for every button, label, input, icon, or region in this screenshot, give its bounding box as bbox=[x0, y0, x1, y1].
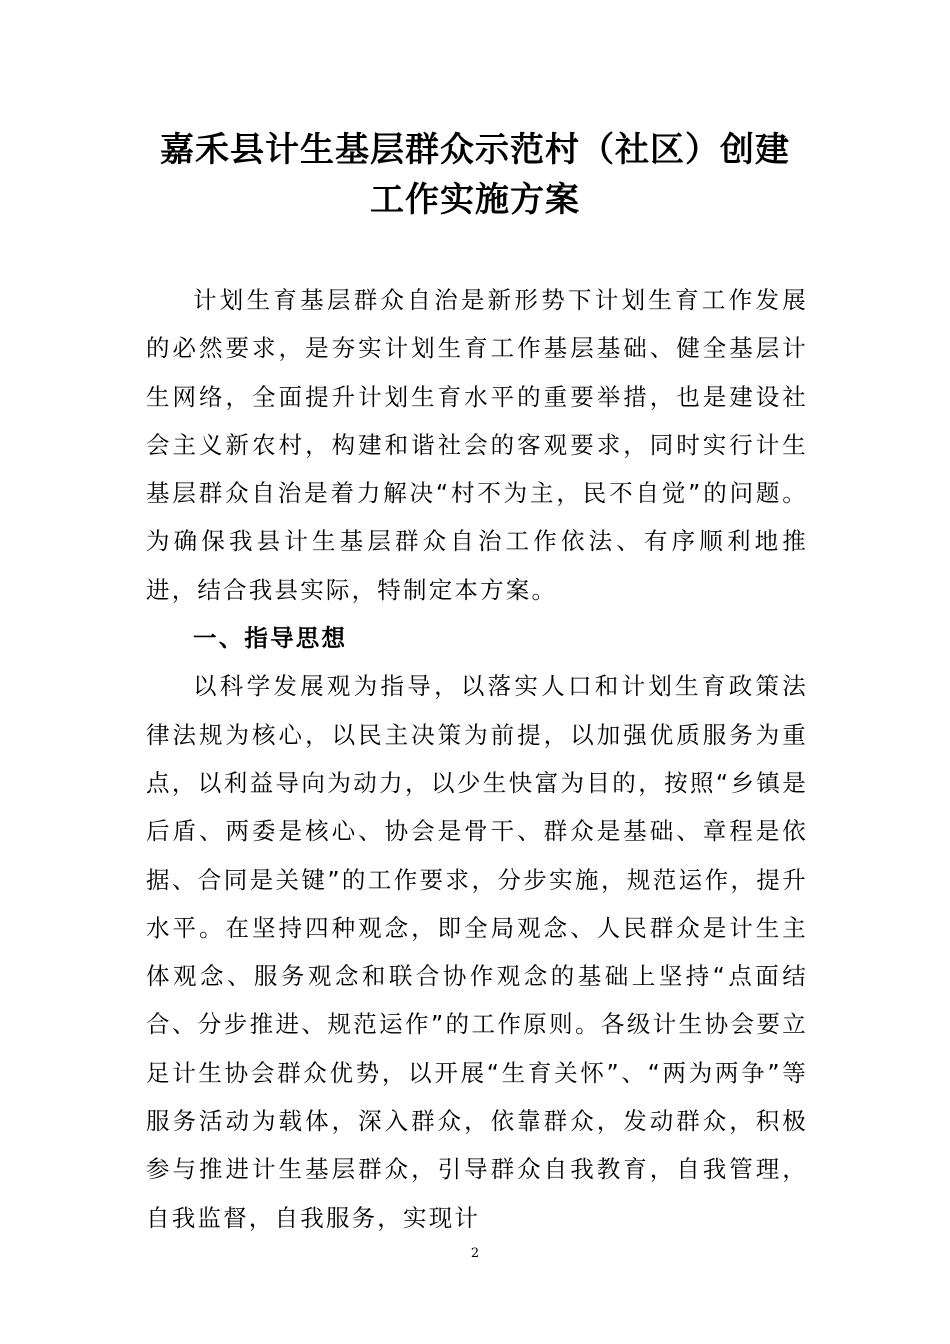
document-body bbox=[146, 276, 808, 1242]
document-title-line-1: 嘉禾县计生基层群众示范村（社区）创建 bbox=[160, 130, 790, 170]
section-heading-guiding-ideology: 一、指导思想 bbox=[193, 624, 348, 653]
page-number: 2 bbox=[470, 1246, 480, 1261]
guiding-ideology-paragraph: 以科学发展观为指导，以落实人口和计划生育政策法律法规为核心，以民主决策为前提，以加强优质服务为重点，以利益导向为动力，以少生快富为目的，按照“乡镇是后盾、两委是核心、协会是骨干、群众是基础、章程是依据、合同是关键”的工作要求，分步实施，规范运作，提升水平。在坚持四种观念，即全局观念、人民群众是计生主体观念、服务观念和联合协作观念的基础上坚持“点面结合、分步推进、规范运作”的工作原则。各级计生协会要立足计生协会群众优势，以开展“生育关怀”、“两为两争”等服务活动为载体，深入群众，依靠群众，发动群众，积极参与推进计生基层群众，引导群众自我教育，自我管理，自我监督，自我服务，实现计 bbox=[146, 672, 808, 1232]
document-title-line-2: 工作实施方案 bbox=[370, 180, 580, 220]
intro-paragraph: 计划生育基层群众自治是新形势下计划生育工作发展的必然要求，是夯实计划生育工作基层基础、健全基层计生网络，全面提升计划生育水平的重要举措，也是建设社会主义新农村，构建和谐社会的客观要求，同时实行计生基层群众自治是着力解决“村不为主，民不自觉”的问题。为确保我县计生基层群众自治工作依法、有序顺利地推进，结合我县实际，特制定本方案。 bbox=[146, 286, 808, 604]
